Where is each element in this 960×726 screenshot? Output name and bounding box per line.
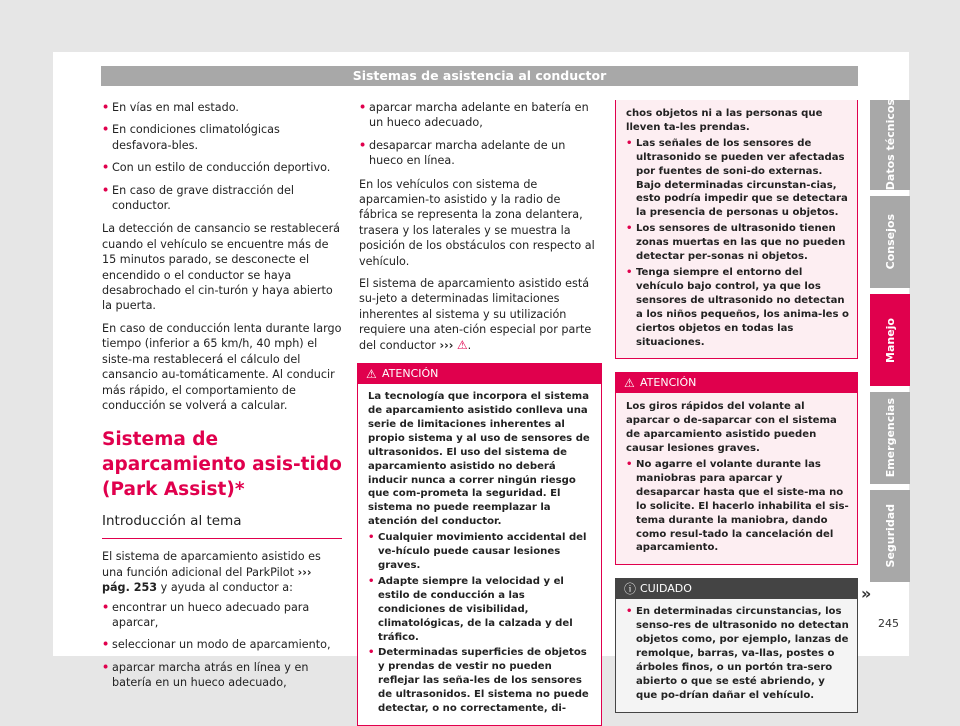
warning-header: ⚠ ATENCIÓN [358, 364, 601, 384]
warning-bullet: • No agarre el volante durante las maniobras para aparcar y desaparcar hasta que el siste-ma no lo solicite. El hacerlo inhabilita el sis-tema durante la maniobra, dando como resul-tado la cancelación del aparcamiento. [626, 458, 849, 555]
list-item: • seleccionar un modo de aparcamiento, [102, 637, 342, 652]
tab-datos-tecnicos[interactable]: Datos técnicos [870, 100, 910, 190]
warning-triangle-icon: ⚠ [624, 376, 635, 391]
warning-triangle-icon: ⚠ [366, 367, 377, 382]
tab-seguridad[interactable]: Seguridad [870, 490, 910, 582]
list-item: • aparcar marcha adelante en batería en un hueco adecuado, [359, 100, 601, 131]
paragraph: La detección de cansancio se restablecerá cuando el vehículo se encuentre más de 15 minutos parado, se desconecte el encendido o el conductor se haya desabrochado el cin-turón y haya abierto la puerta. [102, 222, 341, 313]
paragraph: En caso de conducción lenta durante largo tiempo (inferior a 65 km/h, 40 mph) el siste-ma restablecerá el cálculo del cansancio au-tomáticamente. Al conducir más rápido, el comportamiento de conducción se volverá a calcular. [102, 321, 342, 412]
warning-reference-link[interactable]: ››› [439, 338, 454, 352]
list-item: • En condiciones climatológicas desfavora-bles. [102, 122, 342, 153]
subheading: Introducción al tema [102, 510, 342, 539]
warning-bullet: • Los sensores de ultrasonido tienen zonas muertas en las que no pueden detectar per-sonas ni objetos. [626, 222, 849, 264]
page-number: 245 [878, 617, 899, 630]
caution-body [616, 599, 857, 711]
paragraph: En los vehículos con sistema de aparcamien-to asistido y la radio de fábrica se representa la zona delantera, trasera y los laterales y se muestra la posición de los obstáculos con respecto al vehículo. [359, 177, 595, 268]
paragraph: El sistema de aparcamiento asistido es una función adicional del ParkPilot ››› pág. 253 y ayuda al conductor a: [102, 550, 321, 595]
warning-bullet: • Las señales de los sensores de ultrasonido se pueden ver afectadas por fuentes de soni-do externas. Bajo determinadas circunstan-cias, esto podría impedir que se detectara la presencia de personas u objetos. [626, 137, 849, 220]
list-item: • desaparcar marcha adelante de un hueco en línea. [359, 138, 601, 169]
tab-manejo[interactable]: Manejo [870, 294, 910, 386]
caution-bullet: • En determinadas circunstancias, los senso-res de ultrasonido no detectan objetos como, por ejemplo, lanzas de remolque, barras, va-llas, postes o árboles finos, o un portón tra-sero abierto o que se esté abriendo, y que po-drían dañar el vehículo. [626, 605, 849, 702]
continue-arrow-icon: » [861, 584, 872, 603]
tab-emergencias[interactable]: Emergencias [870, 392, 910, 484]
warning-text: La tecnología que incorpora el sistema de aparcamiento asistido conlleva una serie de limitaciones inherentes al propio sistema y al uso de sensores de ultrasonidos. El uso del sistema de aparcamiento asistido no deberá inducir nunca a correr ningún riesgo que com-prometa la seguridad. El sistema no puede reemplazar la atención del conductor. [368, 391, 590, 528]
page-reference-link[interactable]: ››› pág. 253 [102, 565, 312, 595]
caution-box [615, 578, 858, 712]
warning-text: chos objetos ni a las personas que lleven ta-les prendas. [626, 108, 823, 133]
warning-bullet: • Determinadas superficies de objetos y prendas de vestir no pueden reflejar las seña-les de los sensores de ultrasonidos. El sistema no puede detectar, o no correctamente, di- [368, 646, 593, 716]
warning-body [358, 384, 601, 725]
warning-bullet: • Tenga siempre el entorno del vehículo bajo control, ya que los sensores de ultrasonido no detectan a los niños pequeños, los anima-les o ciertos objetos en todas las situaciones. [626, 266, 849, 349]
tab-consejos[interactable]: Consejos [870, 196, 910, 288]
column-2 [359, 100, 601, 726]
warning-continued-body [616, 100, 857, 358]
list-item: • En caso de grave distracción del conductor. [102, 183, 342, 214]
list-item: • encontrar un hueco adecuado para aparcar, [102, 600, 342, 631]
warning-header: ⚠ ATENCIÓN [616, 373, 857, 393]
warning-bullet: • Adapte siempre la velocidad y el estilo de conducción a las condiciones de visibilidad, climatológicas, de la calzada y del tráfico. [368, 575, 593, 645]
list-item: • Con un estilo de conducción deportivo. [102, 160, 342, 175]
paragraph: El sistema de aparcamiento asistido está su-jeto a determinadas limitaciones inherentes al sistema y su utilización requiere una aten-ción especial por parte del conductor ››› ⚠. [359, 277, 592, 352]
warning-body [616, 393, 857, 564]
caution-header: ⓘ CUIDADO [616, 579, 857, 599]
warning-box [615, 372, 858, 565]
warning-triangle-icon: ⚠ [456, 337, 468, 352]
page-header: Sistemas de asistencia al conductor [101, 66, 858, 86]
column-1 [102, 100, 342, 698]
list-item: • aparcar marcha atrás en línea y en batería en un hueco adecuado, [102, 660, 342, 691]
warning-text: Los giros rápidos del volante al aparcar o de-saparcar con el sistema de aparcamiento asistido pueden causar lesiones graves. [626, 401, 837, 455]
warning-continued-box [615, 100, 858, 359]
list-item: • En vías en mal estado. [102, 100, 342, 115]
column-3 [615, 100, 858, 713]
info-circle-icon: ⓘ [624, 582, 637, 597]
section-title: Sistema de aparcamiento asis-tido (Park Assist)* [102, 429, 342, 501]
warning-bullet: • Cualquier movimiento accidental del ve-hículo puede causar lesiones graves. [368, 531, 593, 573]
warning-box [357, 363, 602, 726]
